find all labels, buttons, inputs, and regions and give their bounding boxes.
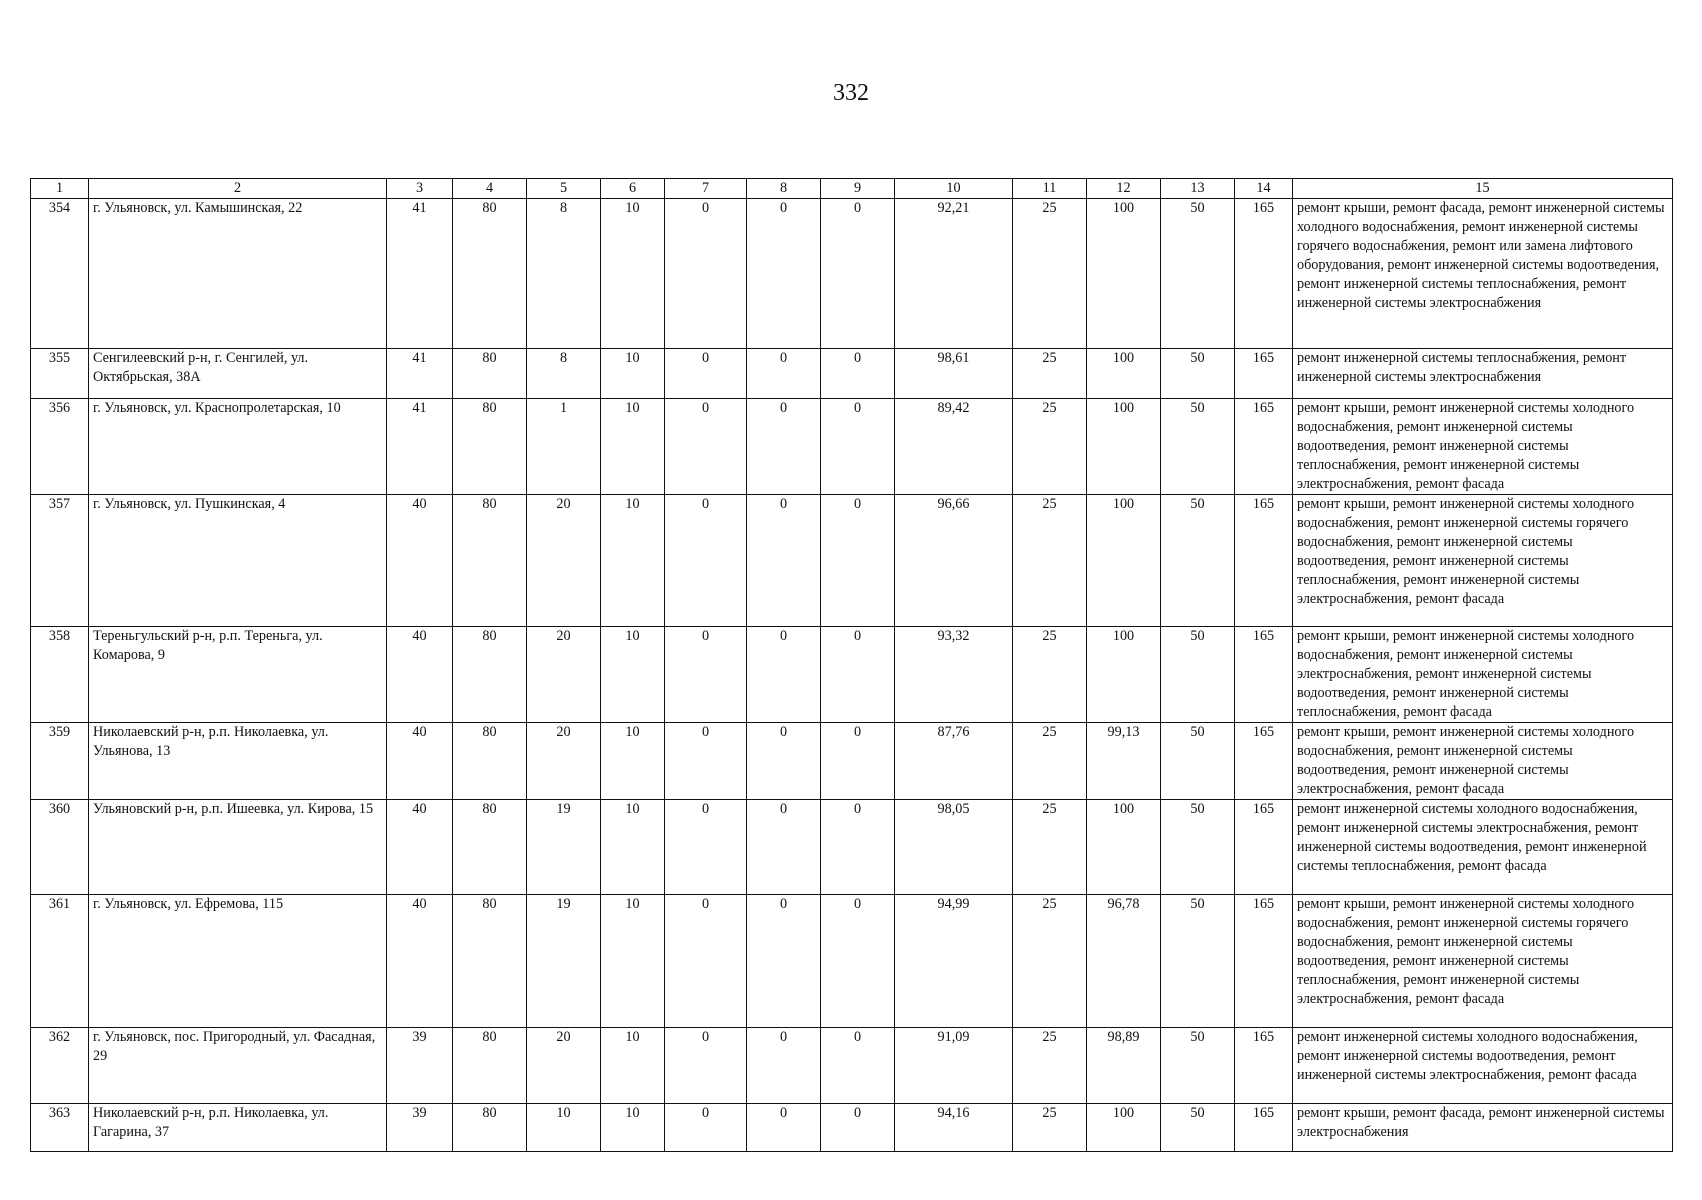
- column-header: 11: [1013, 179, 1087, 199]
- value-cell: 94,99: [895, 895, 1013, 1028]
- value-cell: 25: [1013, 399, 1087, 495]
- value-cell: 0: [665, 495, 747, 627]
- value-cell: 80: [453, 495, 527, 627]
- value-cell: 165: [1235, 895, 1293, 1028]
- value-cell: 10: [601, 199, 665, 349]
- value-cell: 0: [665, 723, 747, 800]
- value-cell: 10: [601, 800, 665, 895]
- value-cell: 10: [601, 627, 665, 723]
- value-cell: 40: [387, 495, 453, 627]
- row-number: 355: [31, 349, 89, 399]
- value-cell: 80: [453, 199, 527, 349]
- works-cell: ремонт крыши, ремонт инженерной системы холодного водоснабжения, ремонт инженерной системы водоотведения, ремонт инженерной системы теплоснабжения, ремонт инженерной системы электроснабжения, ремонт фасада: [1293, 399, 1673, 495]
- value-cell: 100: [1087, 399, 1161, 495]
- table-row: [31, 800, 1673, 895]
- table-row: [31, 1028, 1673, 1104]
- value-cell: 10: [601, 399, 665, 495]
- value-cell: 165: [1235, 199, 1293, 349]
- address-cell: г. Ульяновск, ул. Пушкинская, 4: [89, 495, 387, 627]
- value-cell: 0: [665, 349, 747, 399]
- value-cell: 25: [1013, 199, 1087, 349]
- value-cell: 1: [527, 399, 601, 495]
- works-cell: ремонт крыши, ремонт инженерной системы холодного водоснабжения, ремонт инженерной системы горячего водоснабжения, ремонт инженерной системы водоотведения, ремонт инженерной системы теплоснабжения, ремонт инженерной системы электроснабжения, ремонт фасада: [1293, 895, 1673, 1028]
- table-row: [31, 495, 1673, 627]
- works-cell: ремонт крыши, ремонт инженерной системы холодного водоснабжения, ремонт инженерной системы горячего водоснабжения, ремонт инженерной системы водоотведения, ремонт инженерной системы теплоснабжения, ремонт инженерной системы электроснабжения, ремонт фасада: [1293, 495, 1673, 627]
- value-cell: 0: [747, 199, 821, 349]
- works-cell: ремонт инженерной системы холодного водоснабжения, ремонт инженерной системы электроснабжения, ремонт инженерной системы водоотведения, ремонт инженерной системы теплоснабжения, ремонт фасада: [1293, 800, 1673, 895]
- value-cell: 96,78: [1087, 895, 1161, 1028]
- value-cell: 165: [1235, 1028, 1293, 1104]
- value-cell: 20: [527, 627, 601, 723]
- value-cell: 80: [453, 723, 527, 800]
- column-header: 13: [1161, 179, 1235, 199]
- works-cell: ремонт крыши, ремонт инженерной системы холодного водоснабжения, ремонт инженерной системы электроснабжения, ремонт инженерной системы водоотведения, ремонт инженерной системы теплоснабжения, ремонт фасада: [1293, 627, 1673, 723]
- value-cell: 165: [1235, 800, 1293, 895]
- address-cell: г. Ульяновск, ул. Камышинская, 22: [89, 199, 387, 349]
- value-cell: 0: [665, 199, 747, 349]
- value-cell: 98,05: [895, 800, 1013, 895]
- value-cell: 80: [453, 1028, 527, 1104]
- row-number: 360: [31, 800, 89, 895]
- page-number: 332: [833, 80, 869, 106]
- column-header: 2: [89, 179, 387, 199]
- value-cell: 0: [665, 627, 747, 723]
- value-cell: 50: [1161, 895, 1235, 1028]
- address-cell: Николаевский р-н, р.п. Николаевка, ул. Ульянова, 13: [89, 723, 387, 800]
- value-cell: 0: [747, 495, 821, 627]
- value-cell: 40: [387, 723, 453, 800]
- value-cell: 25: [1013, 627, 1087, 723]
- value-cell: 0: [665, 895, 747, 1028]
- column-header: 7: [665, 179, 747, 199]
- value-cell: 50: [1161, 723, 1235, 800]
- value-cell: 10: [601, 495, 665, 627]
- value-cell: 50: [1161, 1028, 1235, 1104]
- value-cell: 91,09: [895, 1028, 1013, 1104]
- value-cell: 20: [527, 723, 601, 800]
- value-cell: 0: [747, 723, 821, 800]
- value-cell: 25: [1013, 1028, 1087, 1104]
- value-cell: 41: [387, 349, 453, 399]
- value-cell: 0: [665, 1104, 747, 1152]
- value-cell: 10: [601, 723, 665, 800]
- value-cell: 0: [665, 1028, 747, 1104]
- value-cell: 0: [747, 399, 821, 495]
- column-header: 15: [1293, 179, 1673, 199]
- value-cell: 0: [821, 627, 895, 723]
- address-cell: Сенгилеевский р-н, г. Сенгилей, ул. Октябрьская, 38А: [89, 349, 387, 399]
- column-header: 9: [821, 179, 895, 199]
- value-cell: 100: [1087, 349, 1161, 399]
- value-cell: 100: [1087, 199, 1161, 349]
- column-header: 1: [31, 179, 89, 199]
- value-cell: 50: [1161, 1104, 1235, 1152]
- value-cell: 50: [1161, 495, 1235, 627]
- value-cell: 92,21: [895, 199, 1013, 349]
- value-cell: 0: [821, 349, 895, 399]
- table-row: [31, 723, 1673, 800]
- value-cell: 165: [1235, 627, 1293, 723]
- value-cell: 0: [747, 800, 821, 895]
- value-cell: 165: [1235, 399, 1293, 495]
- value-cell: 0: [821, 895, 895, 1028]
- value-cell: 10: [601, 1028, 665, 1104]
- value-cell: 80: [453, 800, 527, 895]
- value-cell: 50: [1161, 349, 1235, 399]
- value-cell: 40: [387, 800, 453, 895]
- works-cell: ремонт крыши, ремонт фасада, ремонт инженерной системы холодного водоснабжения, ремонт инженерной системы горячего водоснабжения, ремонт или замена лифтового оборудования, ремонт инженерной системы водоотведения, ремонт инженерной системы теплоснабжения, ремонт инженерной системы электроснабжения: [1293, 199, 1673, 349]
- value-cell: 100: [1087, 1104, 1161, 1152]
- value-cell: 10: [601, 895, 665, 1028]
- address-cell: Николаевский р-н, р.п. Николаевка, ул. Гагарина, 37: [89, 1104, 387, 1152]
- value-cell: 89,42: [895, 399, 1013, 495]
- value-cell: 0: [821, 399, 895, 495]
- value-cell: 25: [1013, 349, 1087, 399]
- value-cell: 50: [1161, 399, 1235, 495]
- column-header: 10: [895, 179, 1013, 199]
- value-cell: 40: [387, 627, 453, 723]
- value-cell: 100: [1087, 627, 1161, 723]
- address-cell: г. Ульяновск, пос. Пригородный, ул. Фасадная, 29: [89, 1028, 387, 1104]
- value-cell: 165: [1235, 349, 1293, 399]
- table-row: [31, 399, 1673, 495]
- value-cell: 80: [453, 1104, 527, 1152]
- table-row: [31, 349, 1673, 399]
- row-number: 362: [31, 1028, 89, 1104]
- row-number: 358: [31, 627, 89, 723]
- value-cell: 80: [453, 627, 527, 723]
- value-cell: 165: [1235, 723, 1293, 800]
- value-cell: 0: [747, 627, 821, 723]
- value-cell: 40: [387, 895, 453, 1028]
- value-cell: 10: [601, 1104, 665, 1152]
- column-header: 5: [527, 179, 601, 199]
- value-cell: 0: [665, 399, 747, 495]
- value-cell: 39: [387, 1028, 453, 1104]
- value-cell: 25: [1013, 723, 1087, 800]
- works-cell: ремонт крыши, ремонт инженерной системы холодного водоснабжения, ремонт инженерной системы водоотведения, ремонт инженерной системы электроснабжения, ремонт фасада: [1293, 723, 1673, 800]
- value-cell: 0: [821, 723, 895, 800]
- header-row: [31, 179, 1673, 199]
- address-cell: Тереньгульский р-н, р.п. Тереньга, ул. Комарова, 9: [89, 627, 387, 723]
- table-row: [31, 1104, 1673, 1152]
- works-cell: ремонт крыши, ремонт фасада, ремонт инженерной системы электроснабжения: [1293, 1104, 1673, 1152]
- value-cell: 80: [453, 349, 527, 399]
- column-header: 8: [747, 179, 821, 199]
- value-cell: 25: [1013, 895, 1087, 1028]
- value-cell: 0: [747, 895, 821, 1028]
- value-cell: 87,76: [895, 723, 1013, 800]
- table-row: [31, 199, 1673, 349]
- value-cell: 80: [453, 399, 527, 495]
- value-cell: 50: [1161, 800, 1235, 895]
- column-header: 12: [1087, 179, 1161, 199]
- value-cell: 0: [821, 495, 895, 627]
- value-cell: 98,61: [895, 349, 1013, 399]
- row-number: 356: [31, 399, 89, 495]
- value-cell: 0: [747, 1104, 821, 1152]
- value-cell: 94,16: [895, 1104, 1013, 1152]
- value-cell: 39: [387, 1104, 453, 1152]
- address-cell: Ульяновский р-н, р.п. Ишеевка, ул. Кирова, 15: [89, 800, 387, 895]
- row-number: 359: [31, 723, 89, 800]
- value-cell: 19: [527, 800, 601, 895]
- value-cell: 41: [387, 199, 453, 349]
- value-cell: 25: [1013, 495, 1087, 627]
- column-header: 4: [453, 179, 527, 199]
- value-cell: 0: [665, 800, 747, 895]
- value-cell: 20: [527, 495, 601, 627]
- address-cell: г. Ульяновск, ул. Ефремова, 115: [89, 895, 387, 1028]
- value-cell: 25: [1013, 800, 1087, 895]
- value-cell: 80: [453, 895, 527, 1028]
- value-cell: 10: [527, 1104, 601, 1152]
- address-cell: г. Ульяновск, ул. Краснопролетарская, 10: [89, 399, 387, 495]
- works-cell: ремонт инженерной системы теплоснабжения, ремонт инженерной системы электроснабжения: [1293, 349, 1673, 399]
- value-cell: 10: [601, 349, 665, 399]
- value-cell: 0: [821, 199, 895, 349]
- value-cell: 50: [1161, 627, 1235, 723]
- row-number: 363: [31, 1104, 89, 1152]
- value-cell: 0: [821, 800, 895, 895]
- table-row: [31, 895, 1673, 1028]
- value-cell: 99,13: [1087, 723, 1161, 800]
- row-number: 354: [31, 199, 89, 349]
- value-cell: 8: [527, 199, 601, 349]
- value-cell: 25: [1013, 1104, 1087, 1152]
- value-cell: 100: [1087, 800, 1161, 895]
- works-cell: ремонт инженерной системы холодного водоснабжения, ремонт инженерной системы водоотведения, ремонт инженерной системы электроснабжения, ремонт фасада: [1293, 1028, 1673, 1104]
- value-cell: 165: [1235, 1104, 1293, 1152]
- column-header: 14: [1235, 179, 1293, 199]
- row-number: 361: [31, 895, 89, 1028]
- row-number: 357: [31, 495, 89, 627]
- value-cell: 8: [527, 349, 601, 399]
- value-cell: 50: [1161, 199, 1235, 349]
- value-cell: 20: [527, 1028, 601, 1104]
- value-cell: 0: [747, 1028, 821, 1104]
- value-cell: 0: [821, 1104, 895, 1152]
- column-header: 6: [601, 179, 665, 199]
- value-cell: 93,32: [895, 627, 1013, 723]
- value-cell: 0: [821, 1028, 895, 1104]
- value-cell: 98,89: [1087, 1028, 1161, 1104]
- value-cell: 41: [387, 399, 453, 495]
- value-cell: 19: [527, 895, 601, 1028]
- value-cell: 96,66: [895, 495, 1013, 627]
- value-cell: 100: [1087, 495, 1161, 627]
- register-table: [30, 178, 1673, 1152]
- value-cell: 0: [747, 349, 821, 399]
- column-header: 3: [387, 179, 453, 199]
- value-cell: 165: [1235, 495, 1293, 627]
- table-row: [31, 627, 1673, 723]
